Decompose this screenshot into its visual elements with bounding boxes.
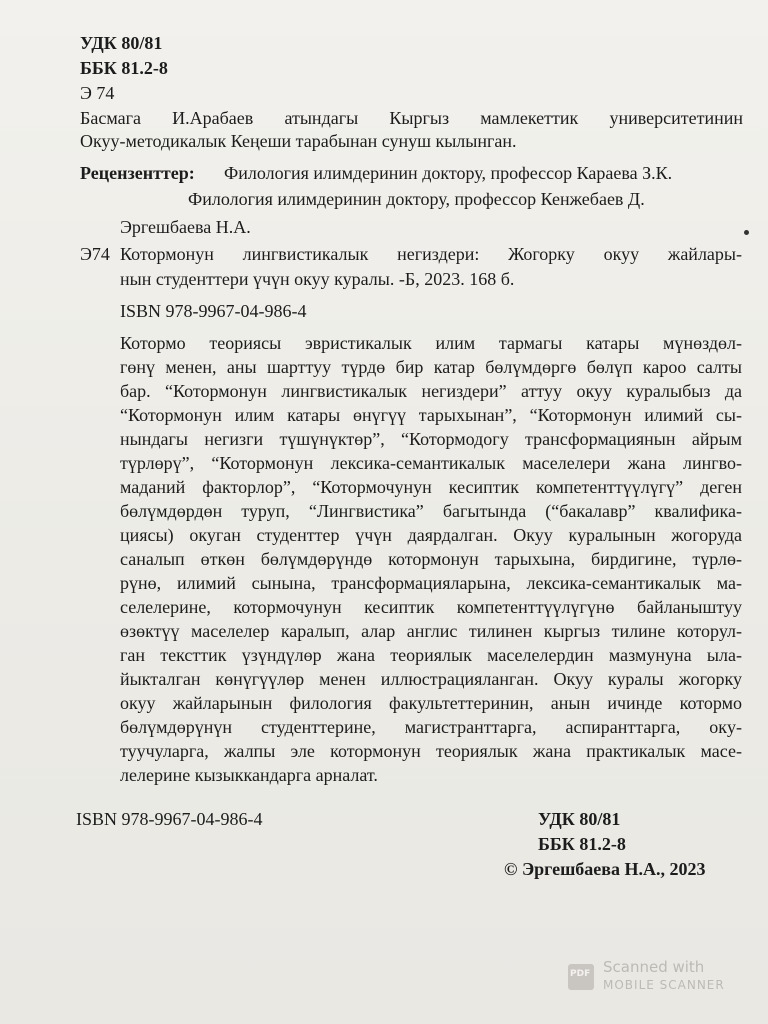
approval-line: Басмага И.Арабаев атындагы Кыргыз мамлекеттик университетинин	[80, 108, 743, 128]
bbk-code: ББК 81.2-8	[80, 58, 168, 78]
copyright-line: © Эргешбаева Н.А., 2023	[504, 859, 706, 879]
udk-code: УДК 80/81	[80, 33, 163, 53]
catalog-line: нын студенттери үчүн окуу куралы. -Б, 2023. 168 б.	[120, 269, 515, 289]
pdf-icon: PDF	[568, 964, 594, 990]
abstract-line: селелерине, котормочунун кесиптик компетенттүүлүгүнө байланыштуу	[120, 597, 742, 617]
author-mark: Э 74	[80, 83, 115, 103]
abstract-line: окуу жайларынын филология факультеттеринин, анын ичинде котормо	[120, 693, 742, 713]
abstract-line: түрлөрү”, “Котормонун лексика-семантикалык маселелери жана лингво-	[120, 453, 742, 473]
abstract-line: “Котормонун илим катары өнүгүү тарыхынан”, “Котормонун илимий сы-	[120, 405, 742, 425]
reviewers-label: Рецензенттер:	[80, 163, 195, 183]
abstract-line: гөнү менен, аны шарттуу түрдө бир катар бөлүмдөргө бөлүп кароо салты	[120, 357, 742, 377]
abstract-line: туучуларга, жалпы эле котормонун теориялык жана практикалык масе-	[120, 741, 742, 761]
abstract-line: бөлүмдөрүнүн студенттерине, магистранттарга, аспиранттарга, окy-	[120, 717, 742, 737]
watermark-line-1: Scanned with	[603, 958, 705, 976]
catalog-isbn: ISBN 978-9967-04-986-4	[120, 301, 307, 321]
abstract-line: лелерине кызыккандарга арналат.	[120, 765, 378, 785]
abstract-line: циясы) окуган студенттер үчүн даярдалган. Окуу куралынын жогоруда	[120, 525, 742, 545]
abstract-line: бөлүмдөрдөн туруп, “Лингвистика” багытында (“бакалавр” квалифика-	[120, 501, 742, 521]
abstract-line: маданий факторлор”, “Котормочунун кесиптик компетенттүүлүгү” деген	[120, 477, 742, 497]
catalog-mark: Э74	[80, 244, 110, 264]
footer-bbk: ББК 81.2-8	[538, 834, 626, 854]
approval-line: Окуу-методикалык Кеңеши тарабынан сунуш кылынган.	[80, 131, 517, 151]
watermark-line-2: MOBILE SCANNER	[603, 978, 725, 992]
scanner-watermark	[568, 958, 738, 998]
reviewer-line: Филология илимдеринин доктору, профессор Караева З.К.	[224, 163, 673, 183]
reviewer-line: Филология илимдеринин доктору, профессор Кенжебаев Д.	[188, 189, 645, 209]
abstract-line: йыкталган көнүгүүлөр менен иллюстрацияланган. Окуу куралы жогорку	[120, 669, 742, 689]
catalog-line: Котормонун лингвистикалык негиздери: Жогорку окуу жайлары-	[120, 244, 742, 264]
footer-udk: УДК 80/81	[538, 809, 621, 829]
abstract-line: ган тексттик үзүндүлөр жана теориялык маселелердин мазмунуна ыла-	[120, 645, 742, 665]
footer-isbn: ISBN 978-9967-04-986-4	[76, 809, 263, 829]
abstract-line: нындагы негизги түшүнүктөр”, “Котормодогу трансформациянын айрым	[120, 429, 742, 449]
abstract-line: Котормо теориясы эвристикалык илим тармагы катары мүнөздөл-	[120, 333, 742, 353]
scan-speck	[744, 230, 749, 235]
abstract-line: рүнө, илимий сынына, трансформацияларына, лексика-семантикалык ма-	[120, 573, 742, 593]
abstract-line: бар. “Котормонун лингвистикалык негиздери” аттуу окуу куралыбыз да	[120, 381, 742, 401]
abstract-line: өзөктүү маселелер каралып, алар англис тилинен кыргыз тилине которул-	[120, 621, 742, 641]
abstract-line: саналып өткөн бөлүмдөрүндө котормонун тарыхына, бирдигине, түрлө-	[120, 549, 742, 569]
author-name: Эргешбаева Н.А.	[120, 217, 251, 237]
